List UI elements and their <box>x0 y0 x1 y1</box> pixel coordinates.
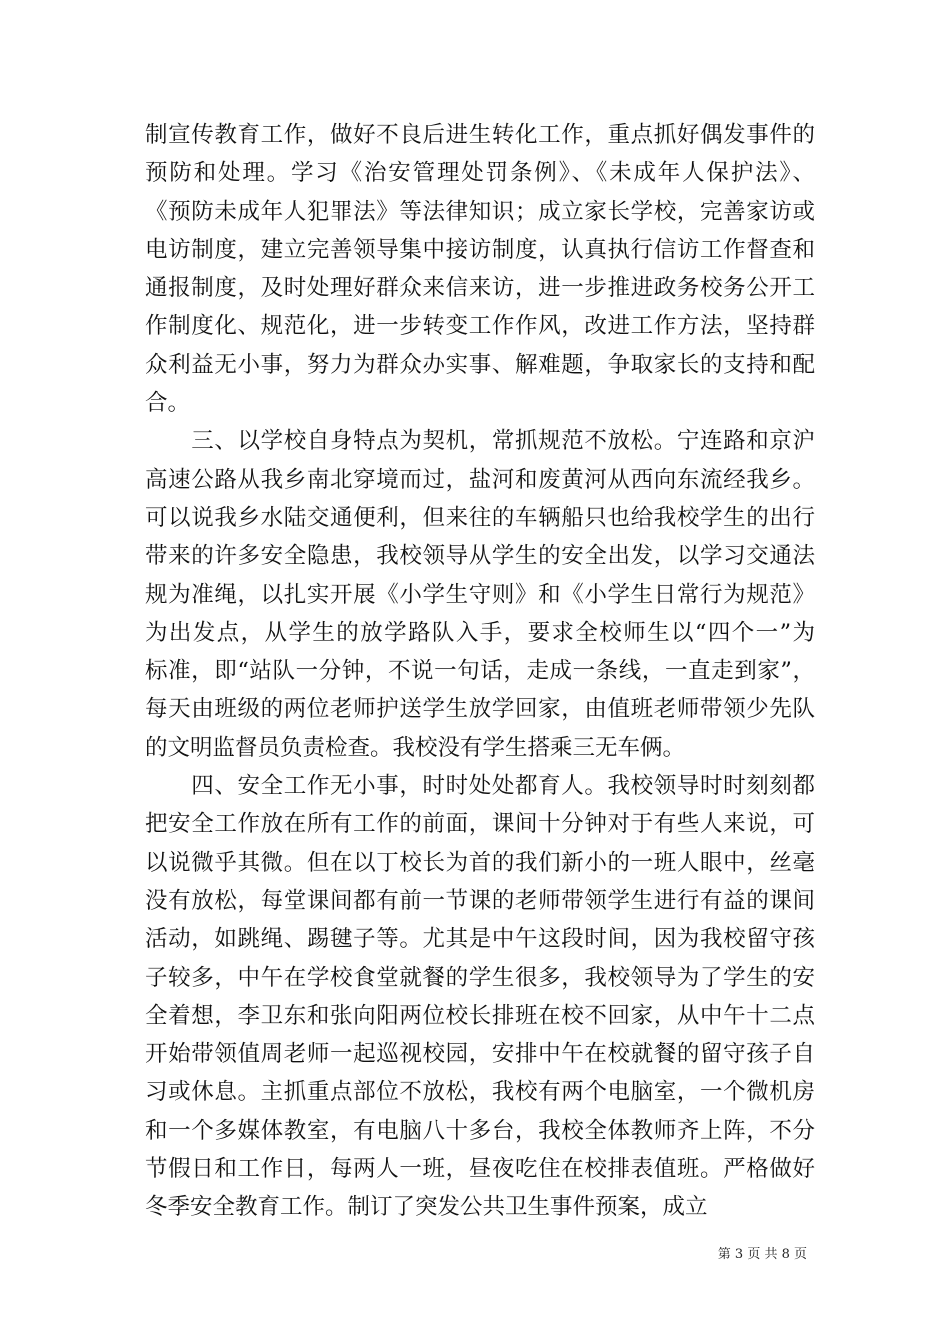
text-line: 可以说我乡水陆交通便利，但来往的车辆船只也给我校学生的出行 <box>145 504 815 531</box>
text-line: 节假日和工作日，每两人一班，昼夜吃住在校排表值班。严格做好 <box>145 1156 815 1183</box>
text-line: 《预防未成年人犯罪法》等法律知识；成立家长学校，完善家访或 <box>145 198 815 225</box>
text-line: 把安全工作放在所有工作的前面，课间十分钟对于有些人来说，可 <box>145 811 815 838</box>
text-line: 开始带领值周老师一起巡视校园，安排中午在校就餐的留守孩子自 <box>145 1041 815 1068</box>
text-line: 高速公路从我乡南北穿境而过，盐河和废黄河从西向东流经我乡。 <box>145 466 815 493</box>
text-line: 的文明监督员负责检查。我校没有学生搭乘三无车俩。 <box>145 734 686 761</box>
text-line: 活动，如跳绳、踢毽子等。尤其是中午这段时间，因为我校留守孩 <box>145 926 815 953</box>
text-line: 三、以学校自身特点为契机，常抓规范不放松。宁连路和京沪 <box>145 428 815 455</box>
text-line: 通报制度，及时处理好群众来信来访，进一步推进政务校务公开工 <box>145 275 815 302</box>
text-line: 规为准绳，以扎实开展《小学生守则》和《小学生日常行为规范》 <box>145 581 815 608</box>
text-line: 子较多，中午在学校食堂就餐的学生很多，我校领导为了学生的安 <box>145 964 815 991</box>
text-line: 以说微乎其微。但在以丁校长为首的我们新小的一班人眼中，丝毫 <box>145 849 815 876</box>
text-line: 作制度化、规范化，进一步转变工作作风，改进工作方法，坚持群 <box>145 313 815 340</box>
text-line: 制宣传教育工作，做好不良后进生转化工作，重点抓好偶发事件的 <box>145 122 815 148</box>
text-line: 合。 <box>145 390 191 417</box>
text-line: 没有放松，每堂课间都有前一节课的老师带领学生进行有益的课间 <box>145 887 815 914</box>
text-line: 全着想，李卫东和张向阳两位校长排班在校不回家，从中午十二点 <box>145 1002 815 1029</box>
text-line: 冬季安全教育工作。制订了突发公共卫生事件预案，成立 <box>145 1194 708 1221</box>
text-line: 四、安全工作无小事，时时处处都育人。我校领导时时刻刻都 <box>145 773 815 800</box>
page-number: 第 3 页 共 8 页 <box>717 1247 807 1262</box>
text-line: 带来的许多安全隐患，我校领导从学生的安全出发，以学习交通法 <box>145 543 815 570</box>
text-line: 习或休息。主抓重点部位不放松，我校有两个电脑室，一个微机房 <box>145 1079 815 1106</box>
document-body <box>145 116 815 1227</box>
text-line: 和一个多媒体教室，有电脑八十多台，我校全体教师齐上阵，不分 <box>145 1117 815 1144</box>
text-line: 众利益无小事，努力为群众办实事、解难题，争取家长的支持和配 <box>145 351 815 378</box>
text-line: 每天由班级的两位老师护送学生放学回家，由值班老师带领少先队 <box>145 696 815 723</box>
text-line: 标准，即“站队一分钟，不说一句话，走成一条线，一直走到家”， <box>145 658 815 685</box>
text-line: 预防和处理。学习《治安管理处罚条例》、《未成年人保护法》、 <box>145 160 815 187</box>
text-line: 为出发点，从学生的放学路队入手，要求全校师生以“四个一”为 <box>145 619 815 646</box>
text-line: 电访制度，建立完善领导集中接访制度，认真执行信访工作督查和 <box>145 236 815 263</box>
